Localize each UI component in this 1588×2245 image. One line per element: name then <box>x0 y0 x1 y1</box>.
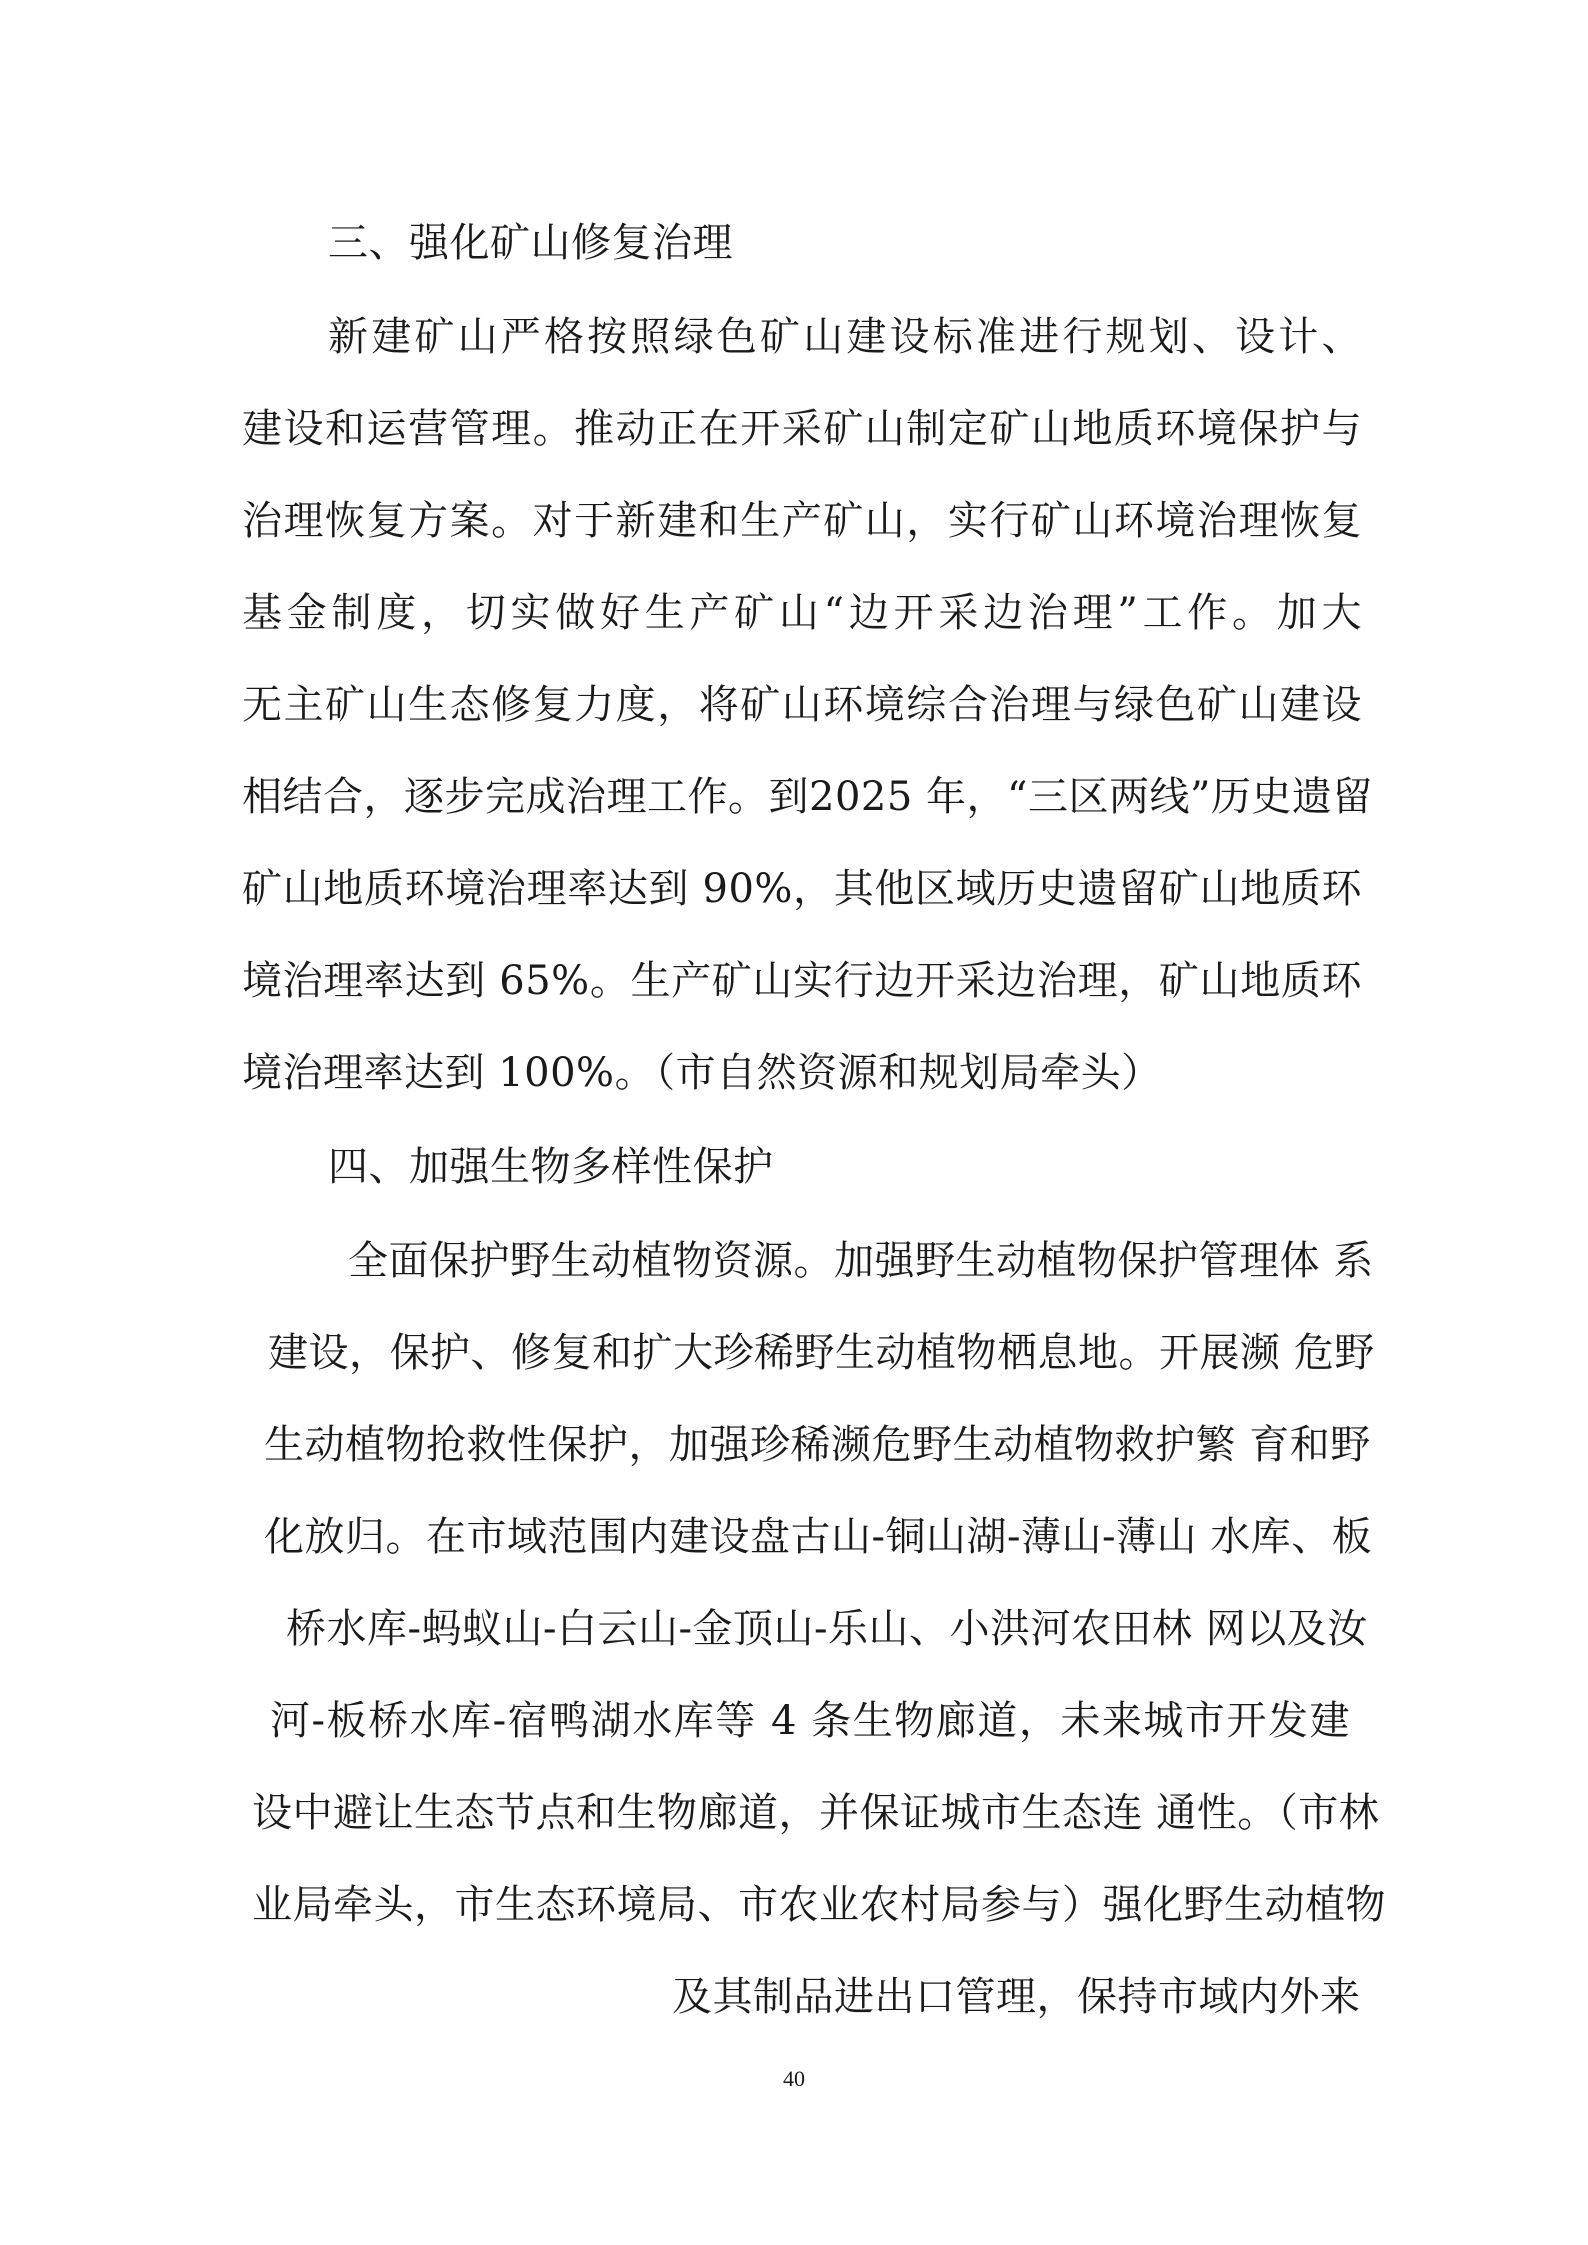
paragraph-line: 境治理率达到 100%。（市自然资源和规划局牵头） <box>242 1050 1162 1096</box>
section-heading-biodiversity: 四、加强生物多样性保护 <box>328 1144 774 1190</box>
paragraph-line: 全面保护野生动植物资源。加强野生动植物保护管理体 系 <box>348 1238 1374 1284</box>
paragraph-line: 基金制度，切实做好生产矿山“边开采边治理”工作。加大 <box>242 590 1362 636</box>
paragraph-line: 设中避让生态节点和生物廊道，并保证城市生态连 通性。（市林 <box>252 1790 1380 1836</box>
paragraph-line: 桥水库-蚂蚁山-白云山-金顶山-乐山、小洪河农田林 网以及汝 <box>286 1606 1368 1652</box>
paragraph-line: 新建矿山严格按照绿色矿山建设标准进行规划、设计、 <box>328 314 1362 360</box>
paragraph-line: 建设和运营管理。推动正在开采矿山制定矿山地质环境保护与 <box>242 406 1362 452</box>
paragraph-line: 建设，保护、修复和扩大珍稀野生动植物栖息地。开展濒 危野 <box>268 1330 1375 1376</box>
paragraph-line: 业局牵头，市生态环境局、市农业农村局参与）强化野生动植物 <box>252 1882 1386 1928</box>
paragraph-line: 境治理率达到 65%。生产矿山实行边开采边治理，矿山地质环 <box>242 958 1362 1004</box>
paragraph-line: 化放归。在市域范围内建设盘古山-铜山湖-薄山-薄山 水库、板 <box>264 1514 1373 1560</box>
page-number: 40 <box>783 2066 805 2091</box>
paragraph-line: 无主矿山生态修复力度，将矿山环境综合治理与绿色矿山建设 <box>242 682 1362 728</box>
paragraph-line: 及其制品进出口管理，保持市域内外来 <box>672 1974 1361 2020</box>
paragraph-line: 河-板桥水库-宿鸭湖水库等 4 条生物廊道，未来城市开发建 <box>270 1698 1350 1744</box>
paragraph-line: 相结合，逐步完成治理工作。到2025 年，“三区两线”历史遗留 <box>242 774 1373 820</box>
section-heading-mine-restoration: 三、强化矿山修复治理 <box>328 220 733 266</box>
paragraph-line: 治理恢复方案。对于新建和生产矿山，实行矿山环境治理恢复 <box>242 498 1362 544</box>
paragraph-line: 矿山地质环境治理率达到 90%，其他区域历史遗留矿山地质环 <box>242 866 1362 912</box>
paragraph-line: 生动植物抢救性保护，加强珍稀濒危野生动植物救护繁 育和野 <box>264 1422 1371 1468</box>
